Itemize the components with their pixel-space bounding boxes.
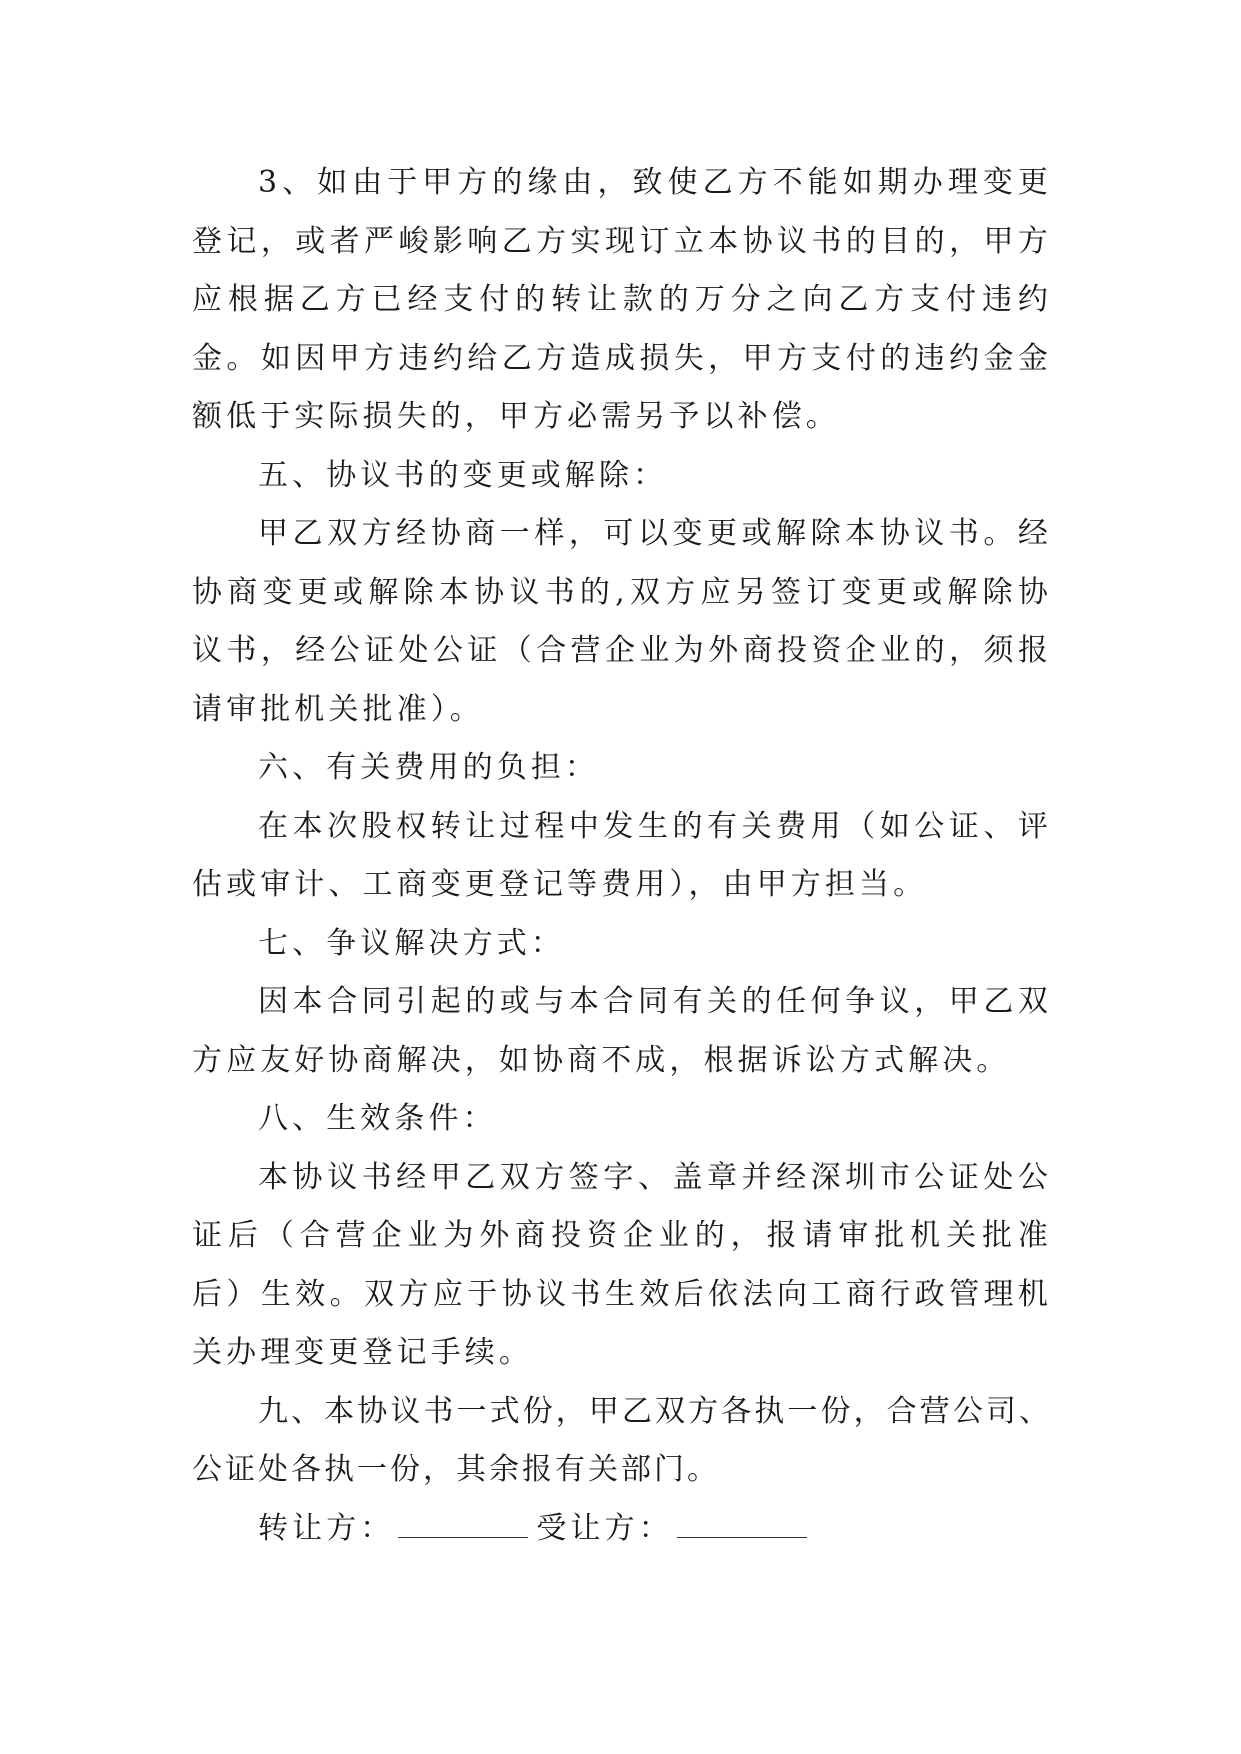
document-body bbox=[192, 154, 1052, 1558]
section-8-heading: 八、生效条件： bbox=[258, 1101, 497, 1136]
clause-3-breach: 3、如由于甲方的缘由，致使乙方不能如期办理变更登记，或者严峻影响乙方实现订立本协议书的目的，甲方应根据乙方已经支付的转让款的万分之向乙方支付违约金。如因甲方违约给乙方造成损失，甲方支付的违约金金额低于实际损失的，甲方必需另予以补偿。 bbox=[192, 165, 1052, 434]
transferee-label: 受让方： bbox=[536, 1510, 673, 1546]
section-8-body: 本协议书经甲乙双方签字、盖章并经深圳市公证处公证后（合营企业为外商投资企业的，报请审批机关批准后）生效。双方应于协议书生效后依法向工商行政管理机关办理变更登记手续。 bbox=[192, 1159, 1052, 1370]
section-5-heading: 五、协议书的变更或解除： bbox=[258, 457, 668, 493]
section-7-heading: 七、争议解决方式： bbox=[258, 925, 565, 961]
transferor-label: 转让方： bbox=[258, 1510, 395, 1546]
section-7-body: 因本合同引起的或与本合同有关的任何争议，甲乙双方应友好协商解决，如协商不成，根据诉讼方式解决。 bbox=[192, 984, 1052, 1078]
section-5-body: 甲乙双方经协商一样，可以变更或解除本协议书。经协商变更或解除本协议书的,双方应另签订变更或解除协议书，经公证处公证（合营企业为外商投资企业的，须报请审批机关批准）。 bbox=[192, 516, 1052, 727]
section-6-body: 在本次股权转让过程中发生的有关费用（如公证、评估或审计、工商变更登记等费用），由甲方担当。 bbox=[192, 808, 1052, 902]
section-9-body: 九、本协议书一式份，甲乙双方各执一份，合营公司、公证处各执一份，其余报有关部门。 bbox=[192, 1393, 1052, 1487]
transferor-signature-line bbox=[398, 1507, 528, 1538]
signature-row bbox=[192, 1500, 1052, 1559]
transferee-signature-line bbox=[677, 1507, 807, 1538]
section-6-heading: 六、有关费用的负担： bbox=[258, 750, 599, 785]
